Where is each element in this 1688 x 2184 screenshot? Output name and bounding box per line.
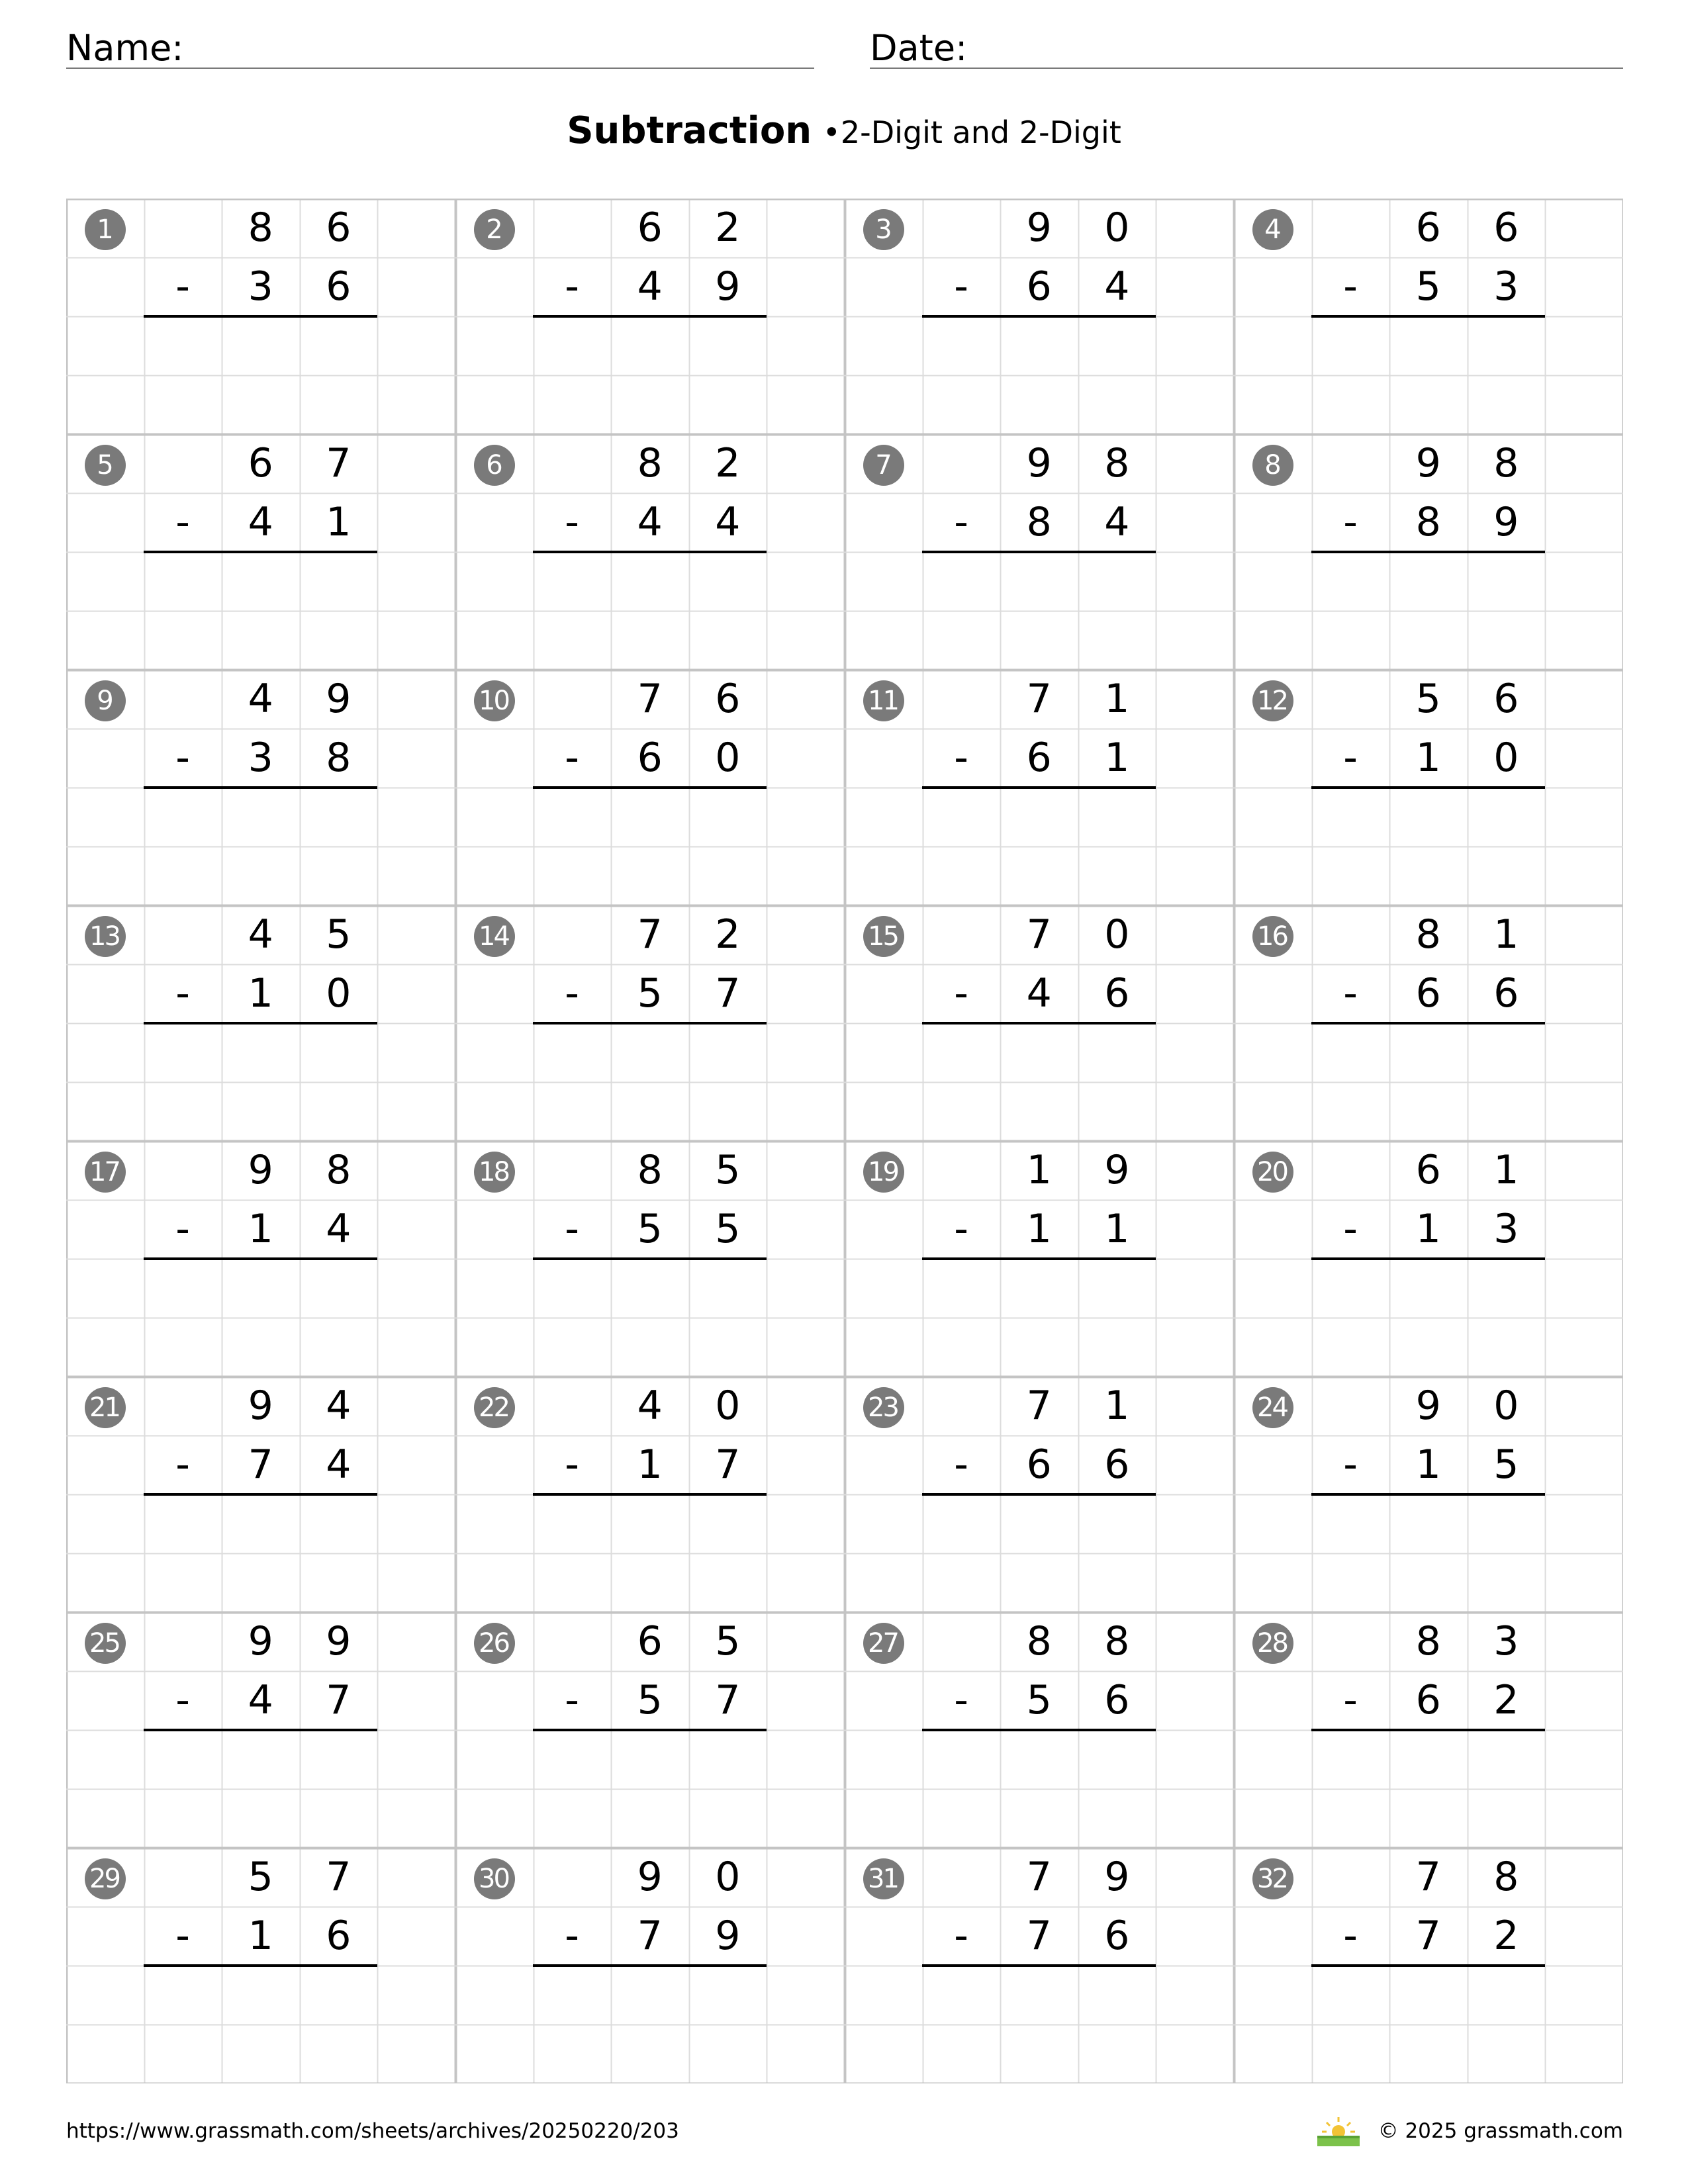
problem-29 [66,1848,455,2083]
problem-grid [66,199,1623,2083]
minus-sign: - [175,1677,190,1723]
minuend-ones-digit: 6 [1493,676,1519,722]
answer-line [922,786,1156,789]
answer-line [144,1493,377,1496]
minuend-tens-digit: 9 [1415,1383,1441,1429]
minus-sign: - [1343,735,1358,781]
subtrahend-tens-digit: 6 [1026,263,1052,310]
subtrahend-ones-digit: 4 [326,1441,352,1488]
problem-16 [1234,905,1623,1141]
minuend-ones-digit: 0 [1104,205,1130,251]
problem-26 [455,1612,845,1848]
answer-line [1311,1022,1545,1024]
minus-sign: - [565,970,579,1017]
problem-24 [1234,1377,1623,1612]
problem-19 [845,1141,1234,1377]
title-subtitle: 2-Digit and 2-Digit [840,114,1121,150]
answer-line [144,786,377,789]
minus-sign: - [1343,1677,1358,1723]
minuend-tens-digit: 6 [248,440,273,486]
minuend-tens-digit: 8 [248,205,273,251]
problem-6 [455,434,845,670]
minuend-ones-digit: 0 [715,1854,741,1900]
minuend-tens-digit: 9 [248,1147,273,1193]
worksheet-title [0,105,1688,159]
problem-12 [1234,670,1623,905]
minuend-ones-digit: 1 [1104,1383,1130,1429]
answer-line [922,1964,1156,1967]
answer-line [144,315,377,318]
subtrahend-ones-digit: 1 [1104,735,1130,781]
answer-line [1311,315,1545,318]
problem-22 [455,1377,845,1612]
subtrahend-ones-digit: 6 [1104,1441,1130,1488]
minuend-ones-digit: 0 [715,1383,741,1429]
minus-sign: - [565,1206,579,1252]
subtrahend-ones-digit: 2 [1493,1913,1519,1959]
answer-line [533,1022,767,1024]
minus-sign: - [954,1677,968,1723]
minus-sign: - [175,263,190,310]
problem-number-badge: 16 [1252,916,1293,957]
minuend-tens-digit: 4 [248,676,273,722]
problem-1 [66,199,455,434]
problem-number-badge: 2 [474,209,515,250]
problem-10 [455,670,845,905]
minus-sign: - [1343,499,1358,545]
minus-sign: - [1343,1913,1358,1959]
subtrahend-ones-digit: 6 [1493,970,1519,1017]
problem-number-badge: 15 [863,916,904,957]
problem-23 [845,1377,1234,1612]
subtrahend-tens-digit: 6 [1415,970,1441,1017]
answer-line [144,1729,377,1731]
subtrahend-ones-digit: 7 [326,1677,352,1723]
minuend-ones-digit: 9 [326,1618,352,1664]
problem-30 [455,1848,845,2083]
subtrahend-tens-digit: 6 [637,735,663,781]
minuend-ones-digit: 1 [1493,1147,1519,1193]
minuend-ones-digit: 2 [715,440,741,486]
subtrahend-tens-digit: 1 [1415,1206,1441,1252]
minuend-tens-digit: 4 [637,1383,663,1429]
subtrahend-tens-digit: 4 [248,1677,273,1723]
date-field[interactable] [870,24,1623,69]
minus-sign: - [1343,1441,1358,1488]
date-label: Date: [870,27,968,69]
subtrahend-tens-digit: 3 [248,735,273,781]
problem-number-badge: 6 [474,445,515,486]
answer-line [1311,1257,1545,1260]
minuend-ones-digit: 6 [1493,205,1519,251]
minus-sign: - [175,1441,190,1488]
minuend-tens-digit: 7 [637,911,663,958]
subtrahend-tens-digit: 7 [1026,1913,1052,1959]
subtrahend-ones-digit: 7 [715,970,741,1017]
subtrahend-tens-digit: 1 [248,1913,273,1959]
answer-line [533,551,767,553]
minuend-tens-digit: 9 [248,1383,273,1429]
minuend-ones-digit: 8 [1493,440,1519,486]
problem-number-badge: 29 [85,1858,126,1899]
minus-sign: - [565,735,579,781]
subtrahend-tens-digit: 5 [1026,1677,1052,1723]
problem-number-badge: 25 [85,1623,126,1664]
problem-number-badge: 4 [1252,209,1293,250]
minuend-ones-digit: 5 [715,1618,741,1664]
subtrahend-ones-digit: 0 [715,735,741,781]
subtrahend-ones-digit: 3 [1493,1206,1519,1252]
subtrahend-ones-digit: 3 [1493,263,1519,310]
minuend-ones-digit: 9 [1104,1147,1130,1193]
minuend-tens-digit: 7 [1415,1854,1441,1900]
answer-line [922,315,1156,318]
title-bullet: • [822,114,841,150]
problem-number-badge: 17 [85,1152,126,1193]
minuend-ones-digit: 7 [326,1854,352,1900]
problem-number-badge: 28 [1252,1623,1293,1664]
minuend-ones-digit: 7 [326,440,352,486]
answer-line [1311,786,1545,789]
subtrahend-ones-digit: 6 [326,1913,352,1959]
subtrahend-tens-digit: 1 [248,970,273,1017]
answer-line [533,1257,767,1260]
minuend-ones-digit: 0 [1104,911,1130,958]
subtrahend-ones-digit: 1 [1104,1206,1130,1252]
minus-sign: - [1343,970,1358,1017]
minuend-tens-digit: 6 [637,205,663,251]
answer-line [922,1729,1156,1731]
minus-sign: - [1343,1206,1358,1252]
subtrahend-ones-digit: 9 [715,263,741,310]
grass-sun-logo-icon [1316,2115,1361,2148]
problem-number-badge: 20 [1252,1152,1293,1193]
answer-line [533,1964,767,1967]
subtrahend-ones-digit: 4 [326,1206,352,1252]
minus-sign: - [954,499,968,545]
problem-number-badge: 24 [1252,1387,1293,1428]
minus-sign: - [175,1913,190,1959]
answer-line [533,315,767,318]
minuend-tens-digit: 9 [1026,205,1052,251]
subtrahend-tens-digit: 1 [637,1441,663,1488]
minus-sign: - [954,263,968,310]
subtrahend-ones-digit: 6 [1104,1913,1130,1959]
subtrahend-tens-digit: 4 [637,263,663,310]
subtrahend-tens-digit: 4 [1026,970,1052,1017]
problem-number-badge: 9 [85,680,126,721]
problem-14 [455,905,845,1141]
answer-line [144,1964,377,1967]
subtrahend-tens-digit: 1 [1026,1206,1052,1252]
problem-15 [845,905,1234,1141]
problem-32 [1234,1848,1623,2083]
minus-sign: - [1343,263,1358,310]
minuend-ones-digit: 3 [1493,1618,1519,1664]
subtrahend-ones-digit: 6 [1104,970,1130,1017]
minuend-tens-digit: 5 [248,1854,273,1900]
problem-number-badge: 32 [1252,1858,1293,1899]
subtrahend-tens-digit: 8 [1415,499,1441,545]
problem-number-badge: 11 [863,680,904,721]
problem-number-badge: 1 [85,209,126,250]
name-label: Name: [66,27,184,69]
answer-line [1311,1964,1545,1967]
minuend-ones-digit: 1 [1493,911,1519,958]
minuend-ones-digit: 8 [1104,1618,1130,1664]
subtrahend-ones-digit: 5 [1493,1441,1519,1488]
problem-20 [1234,1141,1623,1377]
minus-sign: - [954,1913,968,1959]
subtrahend-tens-digit: 5 [637,970,663,1017]
problem-25 [66,1612,455,1848]
minuend-tens-digit: 4 [248,911,273,958]
minus-sign: - [565,1677,579,1723]
subtrahend-ones-digit: 4 [1104,263,1130,310]
minuend-ones-digit: 8 [1493,1854,1519,1900]
problem-number-badge: 30 [474,1858,515,1899]
subtrahend-tens-digit: 8 [1026,499,1052,545]
subtrahend-tens-digit: 7 [637,1913,663,1959]
minuend-tens-digit: 8 [637,440,663,486]
minus-sign: - [565,263,579,310]
problem-number-badge: 26 [474,1623,515,1664]
subtrahend-tens-digit: 4 [248,499,273,545]
problem-number-badge: 7 [863,445,904,486]
title-main: Subtraction [567,109,812,152]
subtrahend-ones-digit: 0 [326,970,352,1017]
subtrahend-tens-digit: 6 [1415,1677,1441,1723]
minus-sign: - [954,1206,968,1252]
problem-8 [1234,434,1623,670]
minuend-ones-digit: 5 [326,911,352,958]
answer-line [922,1022,1156,1024]
problem-27 [845,1612,1234,1848]
answer-line [533,786,767,789]
minuend-tens-digit: 5 [1415,676,1441,722]
subtrahend-tens-digit: 1 [1415,735,1441,781]
minuend-ones-digit: 2 [715,205,741,251]
problem-11 [845,670,1234,905]
subtrahend-ones-digit: 9 [1493,499,1519,545]
minuend-tens-digit: 7 [1026,1854,1052,1900]
problem-number-badge: 13 [85,916,126,957]
minus-sign: - [565,1913,579,1959]
subtrahend-ones-digit: 5 [715,1206,741,1252]
problem-number-badge: 31 [863,1858,904,1899]
minuend-ones-digit: 5 [715,1147,741,1193]
problem-number-badge: 22 [474,1387,515,1428]
problem-13 [66,905,455,1141]
minuend-tens-digit: 6 [1415,205,1441,251]
minus-sign: - [175,735,190,781]
minuend-ones-digit: 8 [1104,440,1130,486]
minuend-tens-digit: 8 [1026,1618,1052,1664]
minus-sign: - [175,970,190,1017]
subtrahend-ones-digit: 6 [326,263,352,310]
minuend-tens-digit: 9 [1415,440,1441,486]
subtrahend-tens-digit: 6 [1026,1441,1052,1488]
minus-sign: - [954,1441,968,1488]
answer-line [533,1493,767,1496]
problem-number-badge: 8 [1252,445,1293,486]
name-field[interactable] [66,24,814,69]
minuend-tens-digit: 9 [1026,440,1052,486]
subtrahend-ones-digit: 7 [715,1677,741,1723]
problem-17 [66,1141,455,1377]
problem-number-badge: 18 [474,1152,515,1193]
minus-sign: - [565,499,579,545]
minuend-ones-digit: 6 [326,205,352,251]
answer-line [144,1022,377,1024]
minuend-tens-digit: 6 [1415,1147,1441,1193]
problem-3 [845,199,1234,434]
subtrahend-tens-digit: 7 [1415,1913,1441,1959]
problem-number-badge: 19 [863,1152,904,1193]
problem-21 [66,1377,455,1612]
answer-line [922,1493,1156,1496]
subtrahend-ones-digit: 8 [326,735,352,781]
answer-line [144,551,377,553]
answer-line [1311,1729,1545,1731]
subtrahend-tens-digit: 5 [637,1677,663,1723]
footer-brand [1316,2113,1623,2150]
subtrahend-tens-digit: 5 [637,1206,663,1252]
subtrahend-ones-digit: 9 [715,1913,741,1959]
subtrahend-tens-digit: 4 [637,499,663,545]
minus-sign: - [565,1441,579,1488]
minus-sign: - [954,970,968,1017]
minuend-ones-digit: 9 [326,676,352,722]
minuend-ones-digit: 9 [1104,1854,1130,1900]
minuend-ones-digit: 4 [326,1383,352,1429]
subtrahend-ones-digit: 2 [1493,1677,1519,1723]
problem-18 [455,1141,845,1377]
problem-9 [66,670,455,905]
problem-number-badge: 3 [863,209,904,250]
answer-line [1311,551,1545,553]
problem-4 [1234,199,1623,434]
minuend-tens-digit: 1 [1026,1147,1052,1193]
minuend-tens-digit: 7 [1026,676,1052,722]
subtrahend-ones-digit: 4 [715,499,741,545]
subtrahend-tens-digit: 7 [248,1441,273,1488]
minuend-ones-digit: 0 [1493,1383,1519,1429]
minus-sign: - [954,735,968,781]
answer-line [922,551,1156,553]
subtrahend-ones-digit: 1 [326,499,352,545]
minuend-tens-digit: 7 [1026,911,1052,958]
problem-7 [845,434,1234,670]
minuend-tens-digit: 8 [1415,911,1441,958]
minuend-tens-digit: 8 [1415,1618,1441,1664]
problem-number-badge: 14 [474,916,515,957]
subtrahend-ones-digit: 7 [715,1441,741,1488]
problem-31 [845,1848,1234,2083]
minus-sign: - [175,499,190,545]
minuend-ones-digit: 1 [1104,676,1130,722]
subtrahend-tens-digit: 5 [1415,263,1441,310]
answer-line [533,1729,767,1731]
problem-28 [1234,1612,1623,1848]
subtrahend-tens-digit: 6 [1026,735,1052,781]
subtrahend-tens-digit: 3 [248,263,273,310]
footer-url: https://www.grassmath.com/sheets/archives/20250220/203 [66,2119,679,2143]
minuend-ones-digit: 6 [715,676,741,722]
problem-5 [66,434,455,670]
subtrahend-ones-digit: 0 [1493,735,1519,781]
minuend-tens-digit: 9 [637,1854,663,1900]
answer-line [1311,1493,1545,1496]
answer-line [922,1257,1156,1260]
problem-number-badge: 10 [474,680,515,721]
subtrahend-ones-digit: 6 [1104,1677,1130,1723]
problem-number-badge: 5 [85,445,126,486]
minuend-tens-digit: 8 [637,1147,663,1193]
problem-number-badge: 12 [1252,680,1293,721]
subtrahend-ones-digit: 4 [1104,499,1130,545]
minuend-tens-digit: 9 [248,1618,273,1664]
minus-sign: - [175,1206,190,1252]
minuend-tens-digit: 7 [637,676,663,722]
answer-line [144,1257,377,1260]
minuend-ones-digit: 2 [715,911,741,958]
problem-number-badge: 27 [863,1623,904,1664]
minuend-ones-digit: 8 [326,1147,352,1193]
minuend-tens-digit: 7 [1026,1383,1052,1429]
problem-number-badge: 23 [863,1387,904,1428]
problem-2 [455,199,845,434]
subtrahend-tens-digit: 1 [1415,1441,1441,1488]
copyright-text: © 2025 grassmath.com [1378,2119,1623,2143]
minuend-tens-digit: 6 [637,1618,663,1664]
subtrahend-tens-digit: 1 [248,1206,273,1252]
problem-number-badge: 21 [85,1387,126,1428]
